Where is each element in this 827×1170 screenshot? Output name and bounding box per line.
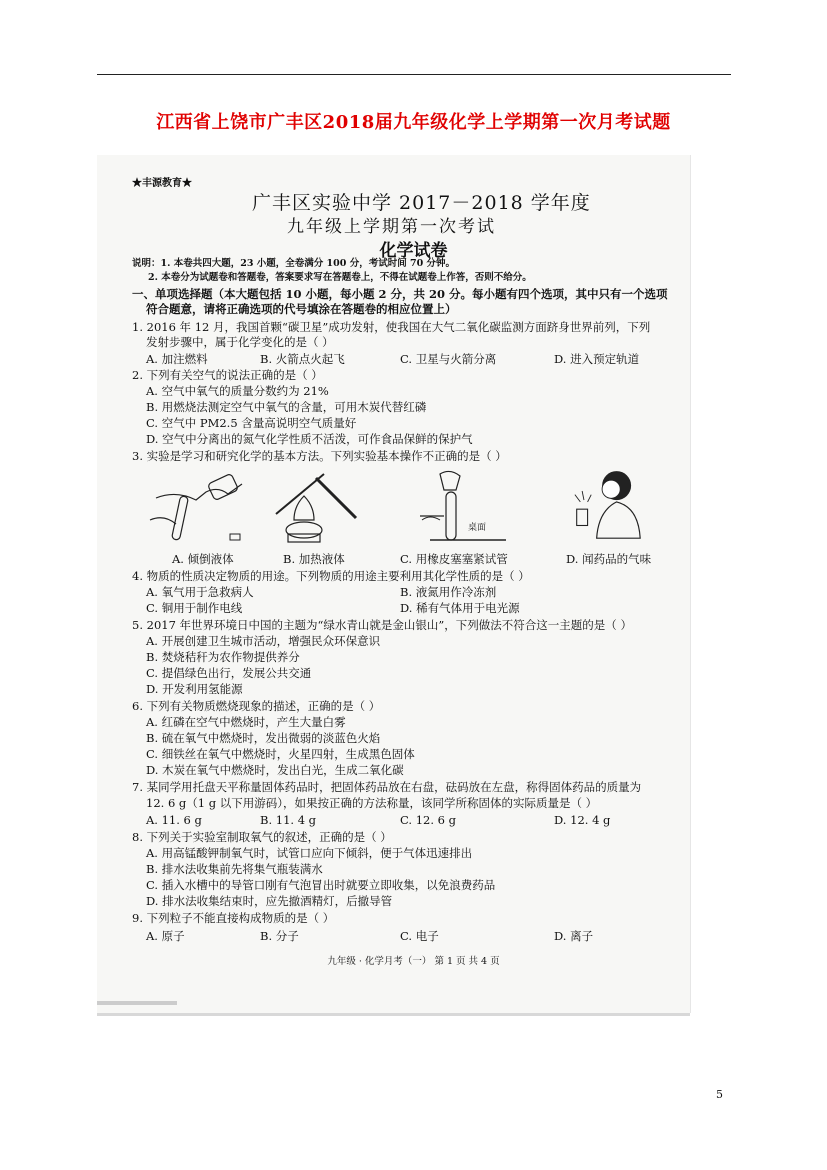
question-3-option-c: C. 用橡皮塞塞紧试管 <box>400 552 508 566</box>
question-5-option-c: C. 提倡绿色出行，发展公共交通 <box>146 666 312 680</box>
question-1-option-a: A. 加注燃料 <box>146 352 208 366</box>
question-9-stem: 9. 下列粒子不能直接构成物质的是（ ） <box>132 911 335 925</box>
question-7-option-c: C. 12. 6 g <box>400 813 456 827</box>
instructions-note-2: 2. 本卷分为试题卷和答题卷，答案要求写在答题卷上，不得在试题卷上作答，否则不给分。 <box>148 272 532 283</box>
rubber-stopper-figure <box>410 468 510 546</box>
question-5-option-a: A. 开展创建卫生城市活动，增强民众环保意识 <box>146 634 381 648</box>
question-1-option-b: B. 火箭点火起飞 <box>260 352 345 366</box>
question-1-option-c: C. 卫星与火箭分离 <box>400 352 497 366</box>
question-4-option-a: A. 氧气用于急救病人 <box>146 585 254 599</box>
question-6-option-a: A. 红磷在空气中燃烧时，产生大量白雾 <box>146 715 346 729</box>
question-3-option-a: A. 倾倒液体 <box>172 552 234 566</box>
desk-label: 桌面 <box>468 523 487 533</box>
question-4-stem: 4. 物质的性质决定物质的用途。下列物质的用途主要利用其化学性质的是（ ） <box>132 569 530 583</box>
question-8-option-b: B. 排水法收集前先将集气瓶装满水 <box>146 862 323 876</box>
question-7-option-d: D. 12. 4 g <box>554 813 611 827</box>
header-rule <box>97 74 731 75</box>
question-8-option-d: D. 排水法收集结束时，应先撤酒精灯，后撤导管 <box>146 894 393 908</box>
question-1-stem: 1. 2016 年 12 月，我国首颗“碳卫星”成功发射，使我国在大气二氧化碳监测方面跻身世界前列，下列 <box>132 320 651 334</box>
question-3-option-d: D. 闻药品的气味 <box>566 552 652 566</box>
question-6-option-d: D. 木炭在氧气中燃烧时，发出白光，生成二氧化碳 <box>146 763 404 777</box>
question-2-stem: 2. 下列有关空气的说法正确的是（ ） <box>132 368 323 382</box>
question-8-stem: 8. 下列关于实验室制取氧气的叙述，正确的是（ ） <box>132 830 392 844</box>
question-4-option-b: B. 液氮用作冷冻剂 <box>400 585 497 599</box>
question-9-option-a: A. 原子 <box>146 929 185 943</box>
question-9-option-c: C. 电子 <box>400 929 439 943</box>
heating-liquid-figure <box>268 468 368 546</box>
question-8-option-c: C. 插入水槽中的导管口刚有气泡冒出时就要立即收集，以免浪费药品 <box>146 878 496 892</box>
question-2-option-b: B. 用燃烧法测定空气中氧气的含量，可用木炭代替红磷 <box>146 400 427 414</box>
question-6-option-c: C. 细铁丝在氧气中燃烧时，火星四射，生成黑色固体 <box>146 747 415 761</box>
question-7-stem: 7. 某同学用托盘天平称量固体药品时，把固体药品放在右盘，砝码放在左盘，称得固体药品的质量为 <box>132 780 642 794</box>
exam-line: 九年级上学期第一次考试 <box>287 217 496 237</box>
question-5-option-b: B. 焚烧秸秆为农作物提供养分 <box>146 650 300 664</box>
question-9-option-d: D. 离子 <box>554 929 594 943</box>
question-7-stem-cont: 12. 6 g（1 g 以下用游码），如果按正确的方法称量，该同学所称固体的实际质量是（ ） <box>146 796 598 810</box>
question-5-stem: 5. 2017 年世界环境日中国的主题为“绿水青山就是金山银山”，下列做法不符合这一主题的是（ ） <box>132 618 632 632</box>
page-number: 5 <box>716 1088 723 1101</box>
question-6-option-b: B. 硫在氧气中燃烧时，发出微弱的淡蓝色火焰 <box>146 731 381 745</box>
question-7-option-a: A. 11. 6 g <box>146 813 202 827</box>
section-heading-cont: 符合题意，请将正确选项的代号填涂在答题卷的相应位置上） <box>146 302 457 316</box>
question-8-option-a: A. 用高锰酸钾制氧气时，试管口应向下倾斜，便于气体迅速排出 <box>146 846 473 860</box>
question-3-stem: 3. 实验是学习和研究化学的基本方法。下列实验基本操作不正确的是（ ） <box>132 449 507 463</box>
question-6-stem: 6. 下列有关物质燃烧现象的描述，正确的是（ ） <box>132 699 381 713</box>
question-7-option-b: B. 11. 4 g <box>260 813 317 827</box>
question-2-option-d: D. 空气中分离出的氮气化学性质不活泼，可作食品保鲜的保护气 <box>146 432 473 446</box>
question-1-stem-cont: 发射步骤中，属于化学变化的是（ ） <box>146 335 334 349</box>
question-5-option-d: D. 开发利用氢能源 <box>146 682 243 696</box>
pouring-liquid-figure <box>146 468 256 546</box>
brand-label: ★丰源教育★ <box>132 178 192 189</box>
scan-artifact <box>97 1001 177 1005</box>
school-line: 广丰区实验中学 2017－2018 学年度 <box>252 192 591 214</box>
question-4-option-d: D. 稀有气体用于电光源 <box>400 601 520 615</box>
section-heading: 一、单项选择题（本大题包括 10 小题，每小题 2 分，共 20 分。每小题有四个选项，其中只有一个选项 <box>132 287 668 301</box>
smelling-chemical-figure <box>548 462 658 540</box>
document-title: 江西省上饶市广丰区2018届九年级化学上学期第一次月考试题 <box>156 112 671 133</box>
exam-page-footer: 九年级 · 化学月考（一） 第 1 页 共 4 页 <box>327 956 500 967</box>
question-3-option-b: B. 加热液体 <box>283 552 345 566</box>
question-2-option-a: A. 空气中氧气的质量分数约为 21% <box>146 384 329 398</box>
question-2-option-c: C. 空气中 PM2.5 含量高说明空气质量好 <box>146 416 357 430</box>
question-9-option-b: B. 分子 <box>260 929 299 943</box>
instructions-note-1: 说明：1. 本卷共四大题，23 小题，全卷满分 100 分，考试时间 70 分钟。 <box>132 258 456 269</box>
question-1-option-d: D. 进入预定轨道 <box>554 352 640 366</box>
paper-title: 化学试卷 <box>379 241 448 261</box>
question-4-option-c: C. 铜用于制作电线 <box>146 601 243 615</box>
scan-bottom-edge <box>97 1013 690 1016</box>
